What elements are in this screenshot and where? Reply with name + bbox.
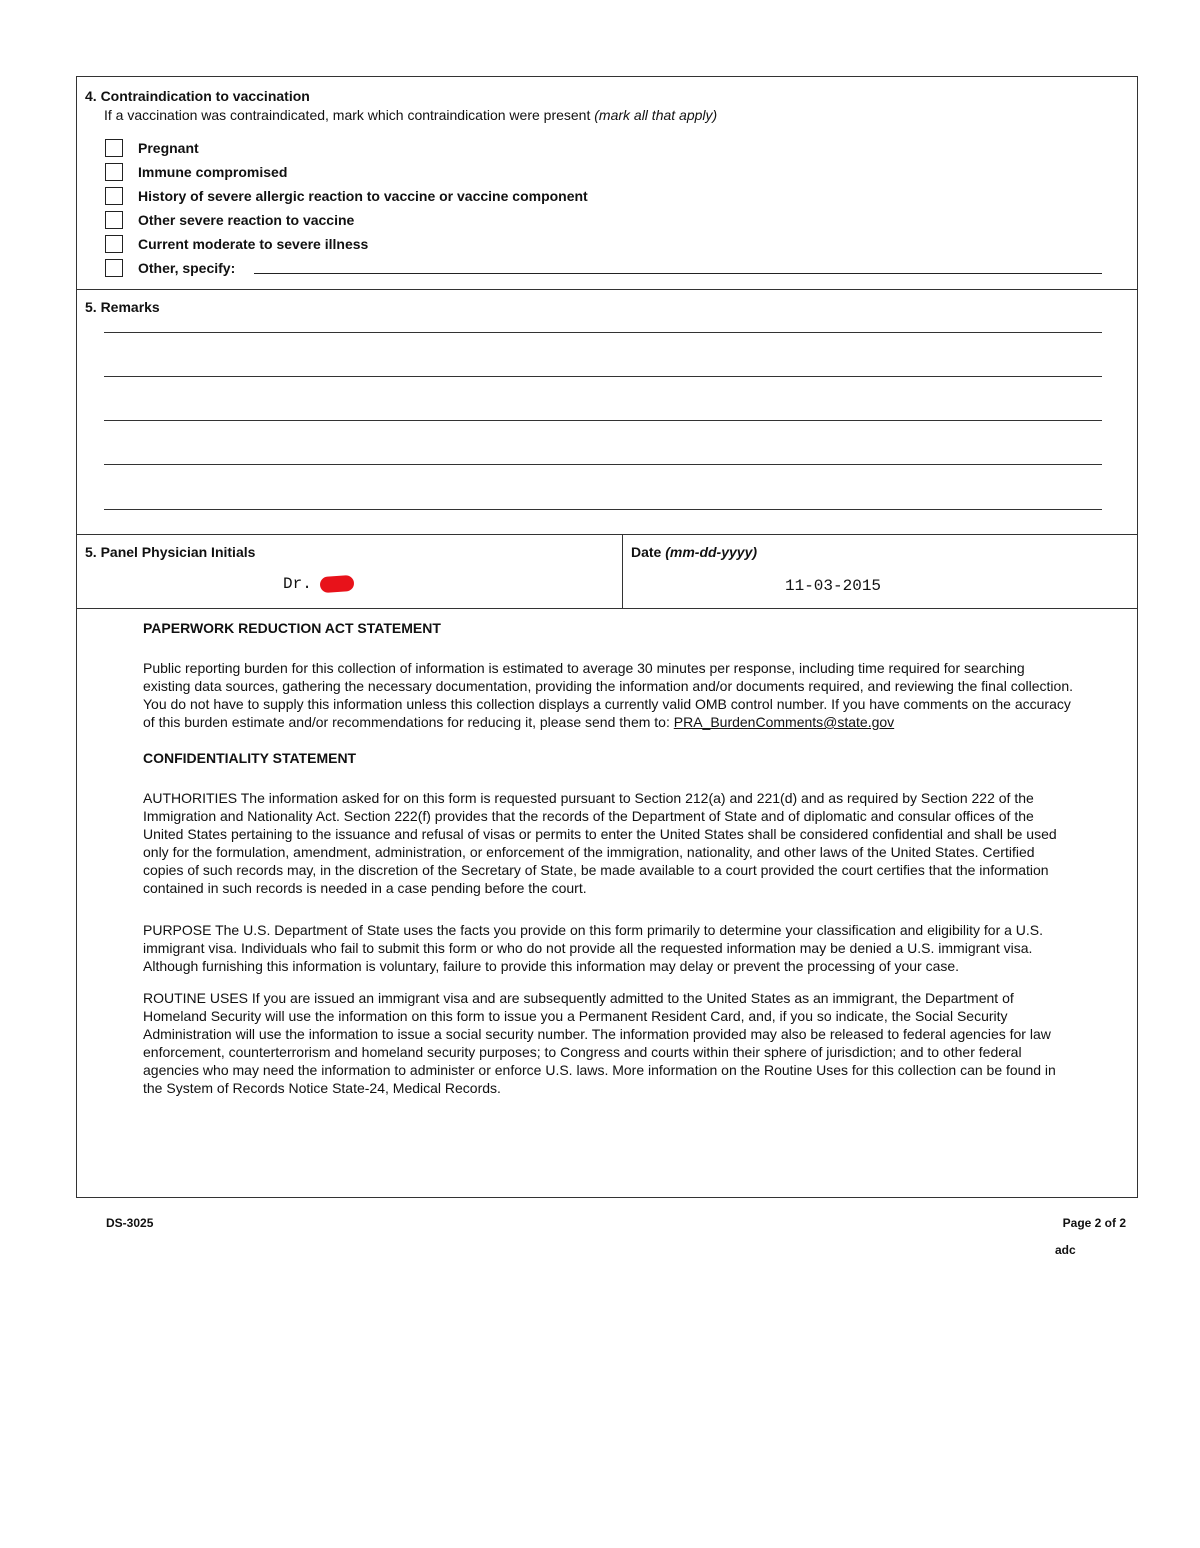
instruction-italic: (mark all that apply) [594,107,718,123]
option-label: History of severe allergic reaction to vaccine or vaccine component [138,188,588,204]
option-other-severe-reaction[interactable] [105,209,354,231]
option-label: Other, specify: [138,260,236,276]
date-label-text: Date [631,544,666,560]
option-immune-compromised[interactable] [105,161,287,183]
physician-initials-cell [77,535,623,608]
option-label: Other severe reaction to vaccine [138,212,355,228]
date-format-hint: (mm-dd-yyyy) [665,544,758,560]
date-cell [623,535,1137,608]
option-other-specify[interactable] [105,257,235,279]
checkbox-other-specify[interactable] [105,259,123,277]
date-field[interactable]: 11-03-2015 [785,577,882,595]
physician-initials-label: 5. Panel Physician Initials [85,544,256,560]
physician-signoff-section [77,535,1137,609]
statements-block [143,619,1073,1097]
instruction-text: If a vaccination was contraindicated, mark which contraindication were present [104,107,595,123]
paperwork-body [143,659,1073,731]
burden-comments-email-link[interactable]: PRA_BurdenComments@state.gov [673,714,895,730]
option-label: Pregnant [138,140,199,156]
authorities-paragraph: AUTHORITIES The information asked for on this form is requested pursuant to Section 212(a) and 221(d) and as required by Section 222 of the Immigration and Nationality Act. Section 222(f) provides that the records of the Department of State and of diplomatic and consular offices of the United States pertaining to the issuance and refusal of visas or permits to enter the United States shall be considered confidential and shall be used only for the formulation, amendment, administration, or enforcement of the immigration, nationality, and other laws of the United States. Certified copies of such records may, in the discretion of the Secretary of State, be made available to a court provided the court certifies that the information contained in such records is needed in a case pending before the court. [143,790,1057,896]
checkbox-other-severe-reaction[interactable] [105,211,123,229]
paperwork-text: Public reporting burden for this collection of information is estimated to average 30 minutes per response, including time required for searching existing data sources, gathering the necessary documentation, providing the information and/or documents required, and reviewing the final collection. You do not have to supply this information unless this collection displays a currently valid OMB control number. If you have comments on the accuracy of this burden estimate and/or recommendations for reducing it, please send them to: [143,660,1073,730]
option-label: Current moderate to severe illness [138,236,369,252]
date-label [631,544,757,560]
remarks-line-5[interactable] [104,509,1102,510]
remarks-title: 5. Remarks [85,299,160,315]
option-current-illness[interactable] [105,233,368,255]
option-label: Immune compromised [138,164,288,180]
remarks-line-4[interactable] [104,464,1102,465]
confidentiality-heading: CONFIDENTIALITY STATEMENT [143,750,357,766]
checkbox-pregnant[interactable] [105,139,123,157]
physician-initials-field[interactable] [283,575,354,593]
option-allergic-history[interactable] [105,185,588,207]
checkbox-immune-compromised[interactable] [105,163,123,181]
remarks-line-2[interactable] [104,376,1102,377]
remarks-section [77,290,1137,535]
page-number: Page 2 of 2 [1062,1216,1126,1230]
physician-initials-value: Dr. [283,575,312,593]
contraindication-instruction [104,107,717,123]
paperwork-heading: PAPERWORK REDUCTION ACT STATEMENT [143,620,441,636]
footer-code: adc [1055,1243,1076,1257]
checkbox-current-illness[interactable] [105,235,123,253]
redaction-mark [319,575,354,593]
option-pregnant[interactable] [105,137,199,159]
contraindication-title: 4. Contraindication to vaccination [85,88,310,104]
remarks-line-3[interactable] [104,420,1102,421]
other-specify-field[interactable] [254,273,1102,274]
checkbox-allergic-history[interactable] [105,187,123,205]
form-number: DS-3025 [106,1216,154,1230]
contraindication-section [77,77,1137,290]
purpose-paragraph: PURPOSE The U.S. Department of State uses the facts you provide on this form primarily to determine your classification and eligibility for a U.S. immigrant visa. Individuals who fail to submit this form or who do not provide all the requested information may be denied a U.S. immigrant visa. Although furnishing this information is voluntary, failure to provide this information may delay or prevent the processing of your case. [143,922,1044,974]
ds3025-form-page2 [76,76,1138,1198]
remarks-line-1[interactable] [104,332,1102,333]
routine-uses-paragraph: ROUTINE USES If you are issued an immigrant visa and are subsequently admitted to the United States as an immigrant, the Department of Homeland Security will use the information on this form to issue you a Permanent Resident Card, and, if you so indicate, the Social Security Administration will use the information to issue a social security number. The information provided may also be released to federal agencies for law enforcement, counterterrorism and homeland security purposes; to Congress and courts within their sphere of jurisdiction; and to other federal agencies who may need the information to administer or enforce U.S. laws. More information on the Routine Uses for this collection can be found in the System of Records Notice State-24, Medical Records. [143,990,1056,1096]
